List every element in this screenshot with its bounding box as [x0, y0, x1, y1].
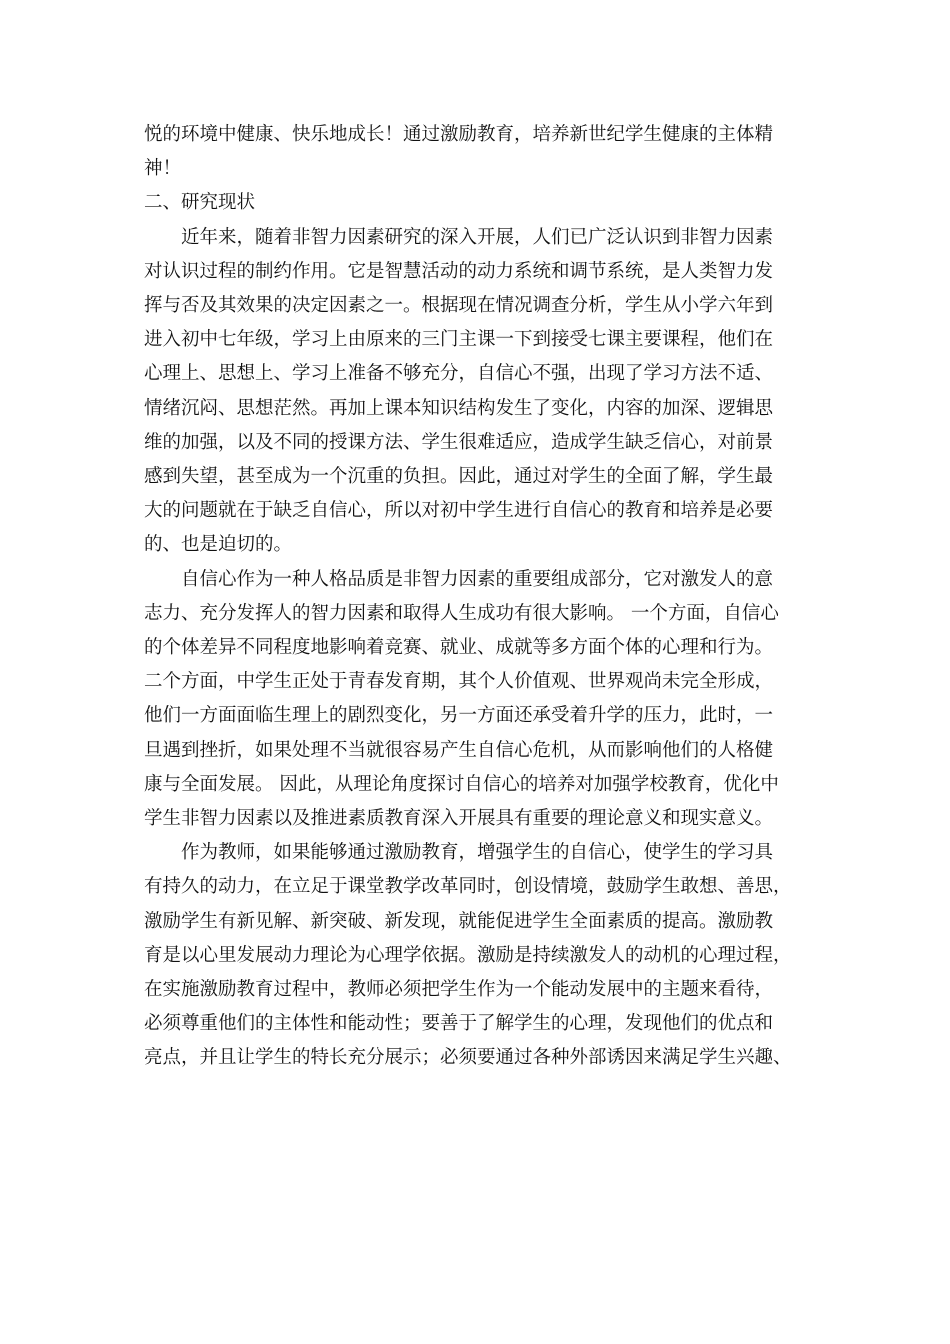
text-line: 必须尊重他们的主体性和能动性；要善于了解学生的心理，发现他们的优点和 [144, 1013, 774, 1035]
text-line: 学生非智力因素以及推进素质教育深入开展具有重要的理论意义和现实意义。 [144, 808, 774, 830]
text-line: 育是以心里发展动力理论为心理学依据。激励是持续激发人的动机的心理过程， [144, 944, 792, 966]
text-line: 他们一方面面临生理上的剧烈变化，另一方面还承受着升学的压力，此时，一 [144, 705, 774, 727]
text-line: 悦的环境中健康、快乐地成长！通过激励教育，培养新世纪学生健康的主体精 [144, 124, 774, 145]
section-heading: 二、研究现状 [144, 192, 256, 214]
text-line: 亮点，并且让学生的特长充分展示；必须要通过各种外部诱因来满足学生兴趣、 [144, 1047, 792, 1069]
text-line: 二个方面，中学生正处于青春发育期，其个人价值观、世界观尚未完全形成， [144, 671, 774, 693]
text-line: 心理上、思想上、学习上准备不够充分，自信心不强，出现了学习方法不适、 [144, 363, 774, 385]
text-line: 对认识过程的制约作用。它是智慧活动的动力系统和调节系统，是人类智力发 [144, 260, 774, 282]
text-line: 志力、充分发挥人的智力因素和取得人生成功有很大影响。 一个方面，自信心 [144, 602, 779, 624]
text-line: 激励学生有新见解、新突破、新发现，就能促进学生全面素质的提高。激励教 [144, 910, 774, 932]
text-line: 大的问题就在于缺乏自信心，所以对初中学生进行自信心的教育和培养是必要 [144, 500, 774, 522]
text-line: 近年来，随着非智力因素研究的深入开展，人们已广泛认识到非智力因素 [144, 226, 774, 248]
text-line: 感到失望，甚至成为一个沉重的负担。因此，通过对学生的全面了解，学生最 [144, 466, 774, 488]
text-line: 康与全面发展。 因此，从理论角度探讨自信心的培养对加强学校教育，优化中 [144, 773, 779, 795]
text-line: 维的加强，以及不同的授课方法、学生很难适应，造成学生缺乏信心，对前景 [144, 431, 774, 453]
text-line: 旦遇到挫折，如果处理不当就很容易产生自信心危机，从而影响他们的人格健 [144, 739, 774, 761]
text-line: 自信心作为一种人格品质是非智力因素的重要组成部分，它对激发人的意 [144, 568, 774, 590]
body-text [144, 118, 808, 1076]
text-line: 在实施激励教育过程中，教师必须把学生作为一个能动发展中的主题来看待， [144, 979, 774, 1001]
text-line: 的个体差异不同程度地影响着竞赛、就业、成就等多方面个体的心理和行为。 [144, 637, 774, 659]
text-line: 有持久的动力，在立足于课堂教学改革同时，创设情境，鼓励学生敢想、善思， [144, 876, 792, 898]
text-line: 进入初中七年级，学习上由原来的三门主课一下到接受七课主要课程，他们在 [144, 329, 774, 351]
text-line: 情绪沉闷、思想茫然。再加上课本知识结构发生了变化，内容的加深、逻辑思 [144, 397, 774, 419]
text-line: 作为教师，如果能够通过激励教育，增强学生的自信心，使学生的学习具 [144, 842, 774, 864]
text-line: 神！ [144, 158, 182, 180]
text-line: 的、也是迫切的。 [144, 534, 293, 556]
text-line: 挥与否及其效果的决定因素之一。根据现在情况调查分析，学生从小学六年到 [144, 295, 774, 317]
